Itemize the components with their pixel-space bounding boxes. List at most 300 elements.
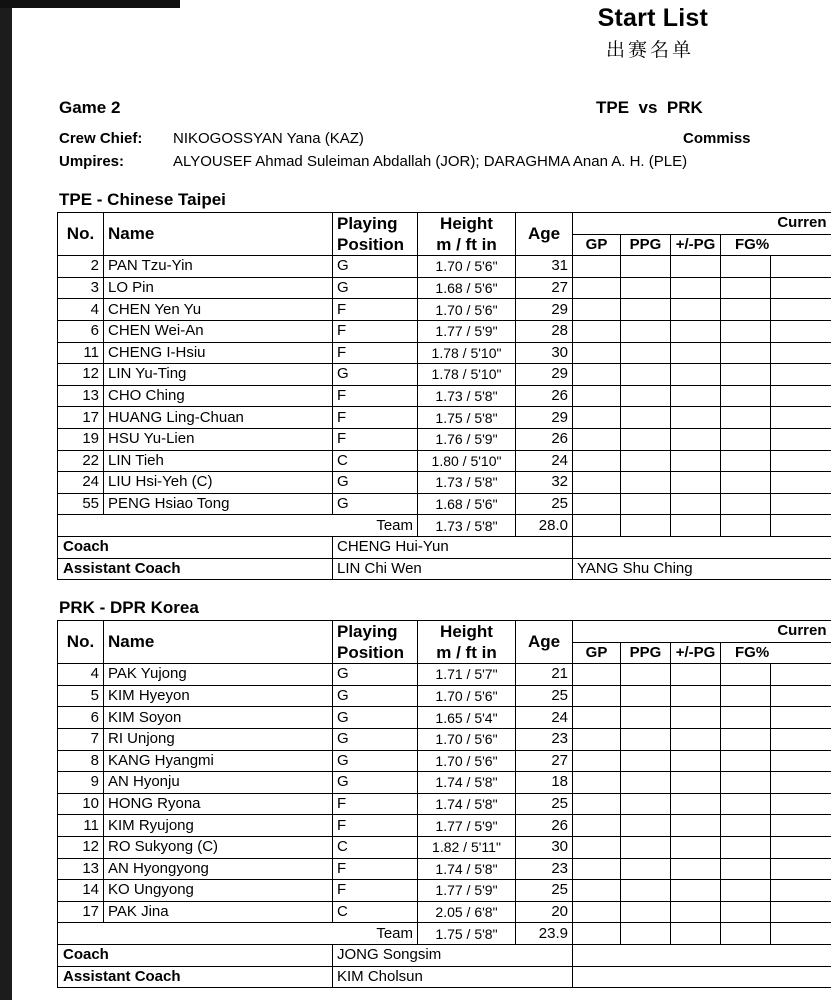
player-position: F (333, 407, 418, 429)
player-age: 25 (516, 793, 573, 815)
player-row (58, 428, 831, 450)
player-position: G (333, 256, 418, 278)
assistant-coach-label: Assistant Coach (58, 558, 333, 580)
stat-cell (671, 685, 721, 707)
player-height: 1.78 / 5'10" (418, 364, 516, 386)
player-row (58, 728, 831, 750)
column-header-plus-minus: +/-PG (671, 234, 721, 256)
stat-cell (671, 428, 721, 450)
player-number: 12 (58, 836, 104, 858)
coach-label: Coach (58, 944, 333, 966)
stat-cell (573, 320, 621, 342)
player-age: 29 (516, 299, 573, 321)
column-header-name: Name (104, 213, 333, 256)
stat-cell (671, 364, 721, 386)
assistant-coach-name: LIN Chi Wen (333, 558, 573, 580)
stat-cell (771, 923, 831, 945)
player-number: 11 (58, 815, 104, 837)
roster-table (57, 620, 831, 988)
stat-cell (721, 836, 771, 858)
stat-cell (573, 428, 621, 450)
stat-cell (671, 880, 721, 902)
player-row (58, 815, 831, 837)
player-row (58, 385, 831, 407)
stat-cell (671, 472, 721, 494)
stat-cell (621, 923, 671, 945)
stat-cell (573, 364, 621, 386)
team-average-height: 1.75 / 5'8" (418, 923, 516, 945)
stat-cell (573, 515, 621, 537)
stat-cell (621, 664, 671, 686)
player-row (58, 256, 831, 278)
coach-name: CHENG Hui-Yun (333, 536, 573, 558)
stat-cell (621, 364, 671, 386)
player-position: F (333, 320, 418, 342)
player-row (58, 472, 831, 494)
player-name: LIN Tieh (104, 450, 333, 472)
player-number: 13 (58, 858, 104, 880)
player-height: 1.70 / 5'6" (418, 256, 516, 278)
player-position: F (333, 858, 418, 880)
column-header-position-2: Position (333, 234, 418, 256)
stat-cell (721, 923, 771, 945)
column-header-current: Curren (573, 621, 831, 643)
player-number: 2 (58, 256, 104, 278)
stat-cell (771, 299, 831, 321)
player-height: 1.65 / 5'4" (418, 707, 516, 729)
player-number: 6 (58, 320, 104, 342)
player-row (58, 858, 831, 880)
player-age: 26 (516, 385, 573, 407)
stat-cell (621, 385, 671, 407)
stat-cell (573, 728, 621, 750)
page-subtitle: 出赛名单 (606, 40, 695, 61)
stat-cell (671, 385, 721, 407)
stat-cell (671, 750, 721, 772)
column-header-no: No. (58, 621, 104, 664)
player-position: F (333, 793, 418, 815)
stat-cell (671, 815, 721, 837)
player-age: 23 (516, 728, 573, 750)
stat-cell (671, 836, 721, 858)
player-age: 26 (516, 428, 573, 450)
stat-cell (621, 450, 671, 472)
column-header-age: Age (516, 621, 573, 664)
stat-cell (671, 493, 721, 515)
stat-cell (621, 793, 671, 815)
stat-cell (573, 685, 621, 707)
player-height: 1.77 / 5'9" (418, 320, 516, 342)
player-name: KANG Hyangmi (104, 750, 333, 772)
stat-cell (621, 299, 671, 321)
player-age: 23 (516, 858, 573, 880)
player-height: 1.73 / 5'8" (418, 385, 516, 407)
player-position: G (333, 685, 418, 707)
player-number: 17 (58, 901, 104, 923)
assistant-coach-name: KIM Cholsun (333, 966, 573, 988)
column-header-height-2: m / ft in (418, 642, 516, 664)
stat-cell (573, 923, 621, 945)
stat-cell (721, 364, 771, 386)
player-name: CHENG I-Hsiu (104, 342, 333, 364)
player-name: PENG Hsiao Tong (104, 493, 333, 515)
umpires-value: ALYOUSEF Ahmad Suleiman Abdallah (JOR); DARAGHMA Anan A. H. (PLE) (173, 153, 688, 170)
stat-cell (621, 901, 671, 923)
stat-cell (721, 472, 771, 494)
column-header-age: Age (516, 213, 573, 256)
player-height: 1.70 / 5'6" (418, 750, 516, 772)
player-position: G (333, 728, 418, 750)
column-header-gp: GP (573, 234, 621, 256)
stat-cell (621, 750, 671, 772)
player-age: 28 (516, 320, 573, 342)
stat-cell (771, 342, 831, 364)
player-row (58, 707, 831, 729)
player-number: 7 (58, 728, 104, 750)
player-age: 27 (516, 277, 573, 299)
player-position: F (333, 428, 418, 450)
player-position: C (333, 836, 418, 858)
player-row (58, 880, 831, 902)
player-height: 1.76 / 5'9" (418, 428, 516, 450)
stat-cell (771, 728, 831, 750)
player-number: 14 (58, 880, 104, 902)
page-title: Start List (597, 4, 708, 32)
column-header-no: No. (58, 213, 104, 256)
assistant-coach-label: Assistant Coach (58, 966, 333, 988)
player-number: 9 (58, 772, 104, 794)
stat-cell (771, 320, 831, 342)
stat-cell (671, 515, 721, 537)
team-average-age: 28.0 (516, 515, 573, 537)
player-row (58, 793, 831, 815)
player-number: 17 (58, 407, 104, 429)
team-total-label: Team (58, 515, 418, 537)
player-name: PAN Tzu-Yin (104, 256, 333, 278)
stat-cell (721, 685, 771, 707)
player-age: 29 (516, 364, 573, 386)
coach-name: JONG Songsim (333, 944, 573, 966)
stat-cell (721, 858, 771, 880)
stat-cell (771, 472, 831, 494)
player-height: 1.82 / 5'11" (418, 836, 516, 858)
stat-cell (771, 901, 831, 923)
stat-cell (721, 299, 771, 321)
stat-cell (721, 320, 771, 342)
umpires-label: Umpires: (59, 153, 125, 170)
player-height: 1.70 / 5'6" (418, 728, 516, 750)
stat-cell (621, 707, 671, 729)
stat-cell (721, 450, 771, 472)
stat-cell (621, 320, 671, 342)
stat-cell (671, 299, 721, 321)
player-age: 24 (516, 707, 573, 729)
player-name: HONG Ryona (104, 793, 333, 815)
player-row (58, 407, 831, 429)
player-row (58, 664, 831, 686)
stat-cell (671, 664, 721, 686)
team-heading-prk: PRK - DPR Korea (59, 598, 199, 617)
team-heading-tpe: TPE - Chinese Taipei (59, 190, 226, 209)
stat-cell (771, 364, 831, 386)
player-number: 55 (58, 493, 104, 515)
player-name: HSU Yu-Lien (104, 428, 333, 450)
stat-cell (573, 277, 621, 299)
stat-cell (621, 880, 671, 902)
player-age: 21 (516, 664, 573, 686)
player-age: 26 (516, 815, 573, 837)
stat-cell (771, 858, 831, 880)
crew-chief-label: Crew Chief: (59, 130, 143, 147)
stat-cell (621, 815, 671, 837)
stat-cell (621, 858, 671, 880)
stat-cell (573, 664, 621, 686)
stat-cell (721, 493, 771, 515)
player-height: 1.68 / 5'6" (418, 277, 516, 299)
stat-cell (721, 793, 771, 815)
player-position: G (333, 707, 418, 729)
player-row (58, 299, 831, 321)
stat-cell (671, 707, 721, 729)
stat-cell (721, 728, 771, 750)
stat-cell (621, 772, 671, 794)
stat-cell (573, 772, 621, 794)
stat-cell (771, 685, 831, 707)
assistant-coach-name-2: YANG Shu Ching (573, 558, 831, 580)
stat-cell (771, 428, 831, 450)
column-header-position-2: Position (333, 642, 418, 664)
stat-cell (771, 515, 831, 537)
player-name: KIM Soyon (104, 707, 333, 729)
player-name: HUANG Ling-Chuan (104, 407, 333, 429)
stat-cell (671, 728, 721, 750)
stat-cell (721, 515, 771, 537)
stat-cell (771, 664, 831, 686)
player-row (58, 772, 831, 794)
stat-cell (721, 407, 771, 429)
player-name: KIM Hyeyon (104, 685, 333, 707)
player-number: 6 (58, 707, 104, 729)
team-total-label: Team (58, 923, 418, 945)
player-number: 19 (58, 428, 104, 450)
player-name: AN Hyonju (104, 772, 333, 794)
stat-cell (771, 385, 831, 407)
stat-cell (621, 428, 671, 450)
stat-cell (671, 407, 721, 429)
player-height: 1.78 / 5'10" (418, 342, 516, 364)
stat-cell (573, 815, 621, 837)
coach-extra (573, 536, 831, 558)
player-position: F (333, 815, 418, 837)
stat-cell (621, 472, 671, 494)
player-number: 4 (58, 664, 104, 686)
player-name: PAK Jina (104, 901, 333, 923)
stat-cell (671, 256, 721, 278)
stat-cell (573, 793, 621, 815)
player-position: C (333, 450, 418, 472)
column-header-ppg: PPG (621, 642, 671, 664)
player-age: 30 (516, 342, 573, 364)
player-name: LO Pin (104, 277, 333, 299)
player-age: 31 (516, 256, 573, 278)
stat-cell (771, 880, 831, 902)
stat-cell (573, 880, 621, 902)
stat-cell (621, 685, 671, 707)
player-position: G (333, 750, 418, 772)
player-age: 20 (516, 901, 573, 923)
player-height: 1.70 / 5'6" (418, 299, 516, 321)
player-age: 25 (516, 685, 573, 707)
stat-cell (621, 277, 671, 299)
player-position: F (333, 299, 418, 321)
player-name: RI Unjong (104, 728, 333, 750)
player-name: KIM Ryujong (104, 815, 333, 837)
commissioner-label: Commiss (683, 130, 751, 147)
player-name: CHO Ching (104, 385, 333, 407)
player-age: 27 (516, 750, 573, 772)
player-name: CHEN Wei-An (104, 320, 333, 342)
column-header-ppg: PPG (621, 234, 671, 256)
player-number: 3 (58, 277, 104, 299)
stat-cell (671, 793, 721, 815)
player-height: 1.74 / 5'8" (418, 793, 516, 815)
column-header-position-1: Playing (333, 621, 418, 643)
column-header-fg: FG% (721, 642, 831, 664)
stat-cell (771, 256, 831, 278)
player-height: 1.73 / 5'8" (418, 472, 516, 494)
player-number: 11 (58, 342, 104, 364)
stat-cell (573, 450, 621, 472)
player-age: 25 (516, 880, 573, 902)
team-average-age: 23.9 (516, 923, 573, 945)
player-row (58, 320, 831, 342)
assistant-coach-name-2 (573, 966, 831, 988)
stat-cell (573, 901, 621, 923)
team-average-height: 1.73 / 5'8" (418, 515, 516, 537)
player-row (58, 493, 831, 515)
column-header-height-2: m / ft in (418, 234, 516, 256)
stat-cell (771, 450, 831, 472)
coach-extra (573, 944, 831, 966)
player-row (58, 901, 831, 923)
player-name: RO Sukyong (C) (104, 836, 333, 858)
player-position: C (333, 901, 418, 923)
coach-label: Coach (58, 536, 333, 558)
column-header-plus-minus: +/-PG (671, 642, 721, 664)
stat-cell (721, 750, 771, 772)
stat-cell (721, 772, 771, 794)
stat-cell (573, 407, 621, 429)
stat-cell (671, 277, 721, 299)
player-position: G (333, 472, 418, 494)
stat-cell (621, 493, 671, 515)
stat-cell (621, 342, 671, 364)
player-row (58, 450, 831, 472)
stat-cell (771, 793, 831, 815)
stat-cell (621, 256, 671, 278)
player-position: G (333, 664, 418, 686)
stat-cell (721, 664, 771, 686)
player-position: G (333, 493, 418, 515)
player-name: PAK Yujong (104, 664, 333, 686)
stat-cell (621, 836, 671, 858)
stat-cell (573, 342, 621, 364)
column-header-height-1: Height (418, 213, 516, 235)
stat-cell (721, 815, 771, 837)
player-number: 24 (58, 472, 104, 494)
stat-cell (771, 277, 831, 299)
stat-cell (671, 772, 721, 794)
player-row (58, 750, 831, 772)
player-height: 1.77 / 5'9" (418, 880, 516, 902)
stat-cell (671, 342, 721, 364)
player-age: 18 (516, 772, 573, 794)
stat-cell (721, 901, 771, 923)
stat-cell (721, 342, 771, 364)
player-row (58, 836, 831, 858)
stat-cell (573, 385, 621, 407)
player-position: F (333, 385, 418, 407)
player-height: 1.80 / 5'10" (418, 450, 516, 472)
player-position: G (333, 364, 418, 386)
stat-cell (573, 836, 621, 858)
player-name: AN Hyongyong (104, 858, 333, 880)
stat-cell (771, 836, 831, 858)
player-name: KO Ungyong (104, 880, 333, 902)
column-header-gp: GP (573, 642, 621, 664)
player-height: 1.75 / 5'8" (418, 407, 516, 429)
stat-cell (671, 923, 721, 945)
stat-cell (573, 707, 621, 729)
stat-cell (721, 428, 771, 450)
player-row (58, 364, 831, 386)
player-height: 1.77 / 5'9" (418, 815, 516, 837)
stat-cell (671, 320, 721, 342)
player-height: 2.05 / 6'8" (418, 901, 516, 923)
player-age: 24 (516, 450, 573, 472)
stat-cell (671, 858, 721, 880)
player-number: 10 (58, 793, 104, 815)
player-height: 1.74 / 5'8" (418, 772, 516, 794)
stat-cell (721, 385, 771, 407)
stat-cell (621, 728, 671, 750)
stat-cell (621, 407, 671, 429)
player-height: 1.74 / 5'8" (418, 858, 516, 880)
stat-cell (721, 256, 771, 278)
stat-cell (573, 472, 621, 494)
player-name: LIN Yu-Ting (104, 364, 333, 386)
stat-cell (573, 493, 621, 515)
stat-cell (721, 277, 771, 299)
stat-cell (771, 750, 831, 772)
player-row (58, 685, 831, 707)
player-position: F (333, 880, 418, 902)
player-number: 13 (58, 385, 104, 407)
crew-chief-value: NIKOGOSSYAN Yana (KAZ) (173, 130, 364, 147)
player-name: LIU Hsi-Yeh (C) (104, 472, 333, 494)
stat-cell (721, 880, 771, 902)
stat-cell (573, 750, 621, 772)
player-age: 25 (516, 493, 573, 515)
stat-cell (771, 493, 831, 515)
stat-cell (721, 707, 771, 729)
player-height: 1.68 / 5'6" (418, 493, 516, 515)
stat-cell (771, 407, 831, 429)
roster-table (57, 212, 831, 580)
stat-cell (771, 707, 831, 729)
player-row (58, 342, 831, 364)
player-height: 1.70 / 5'6" (418, 685, 516, 707)
